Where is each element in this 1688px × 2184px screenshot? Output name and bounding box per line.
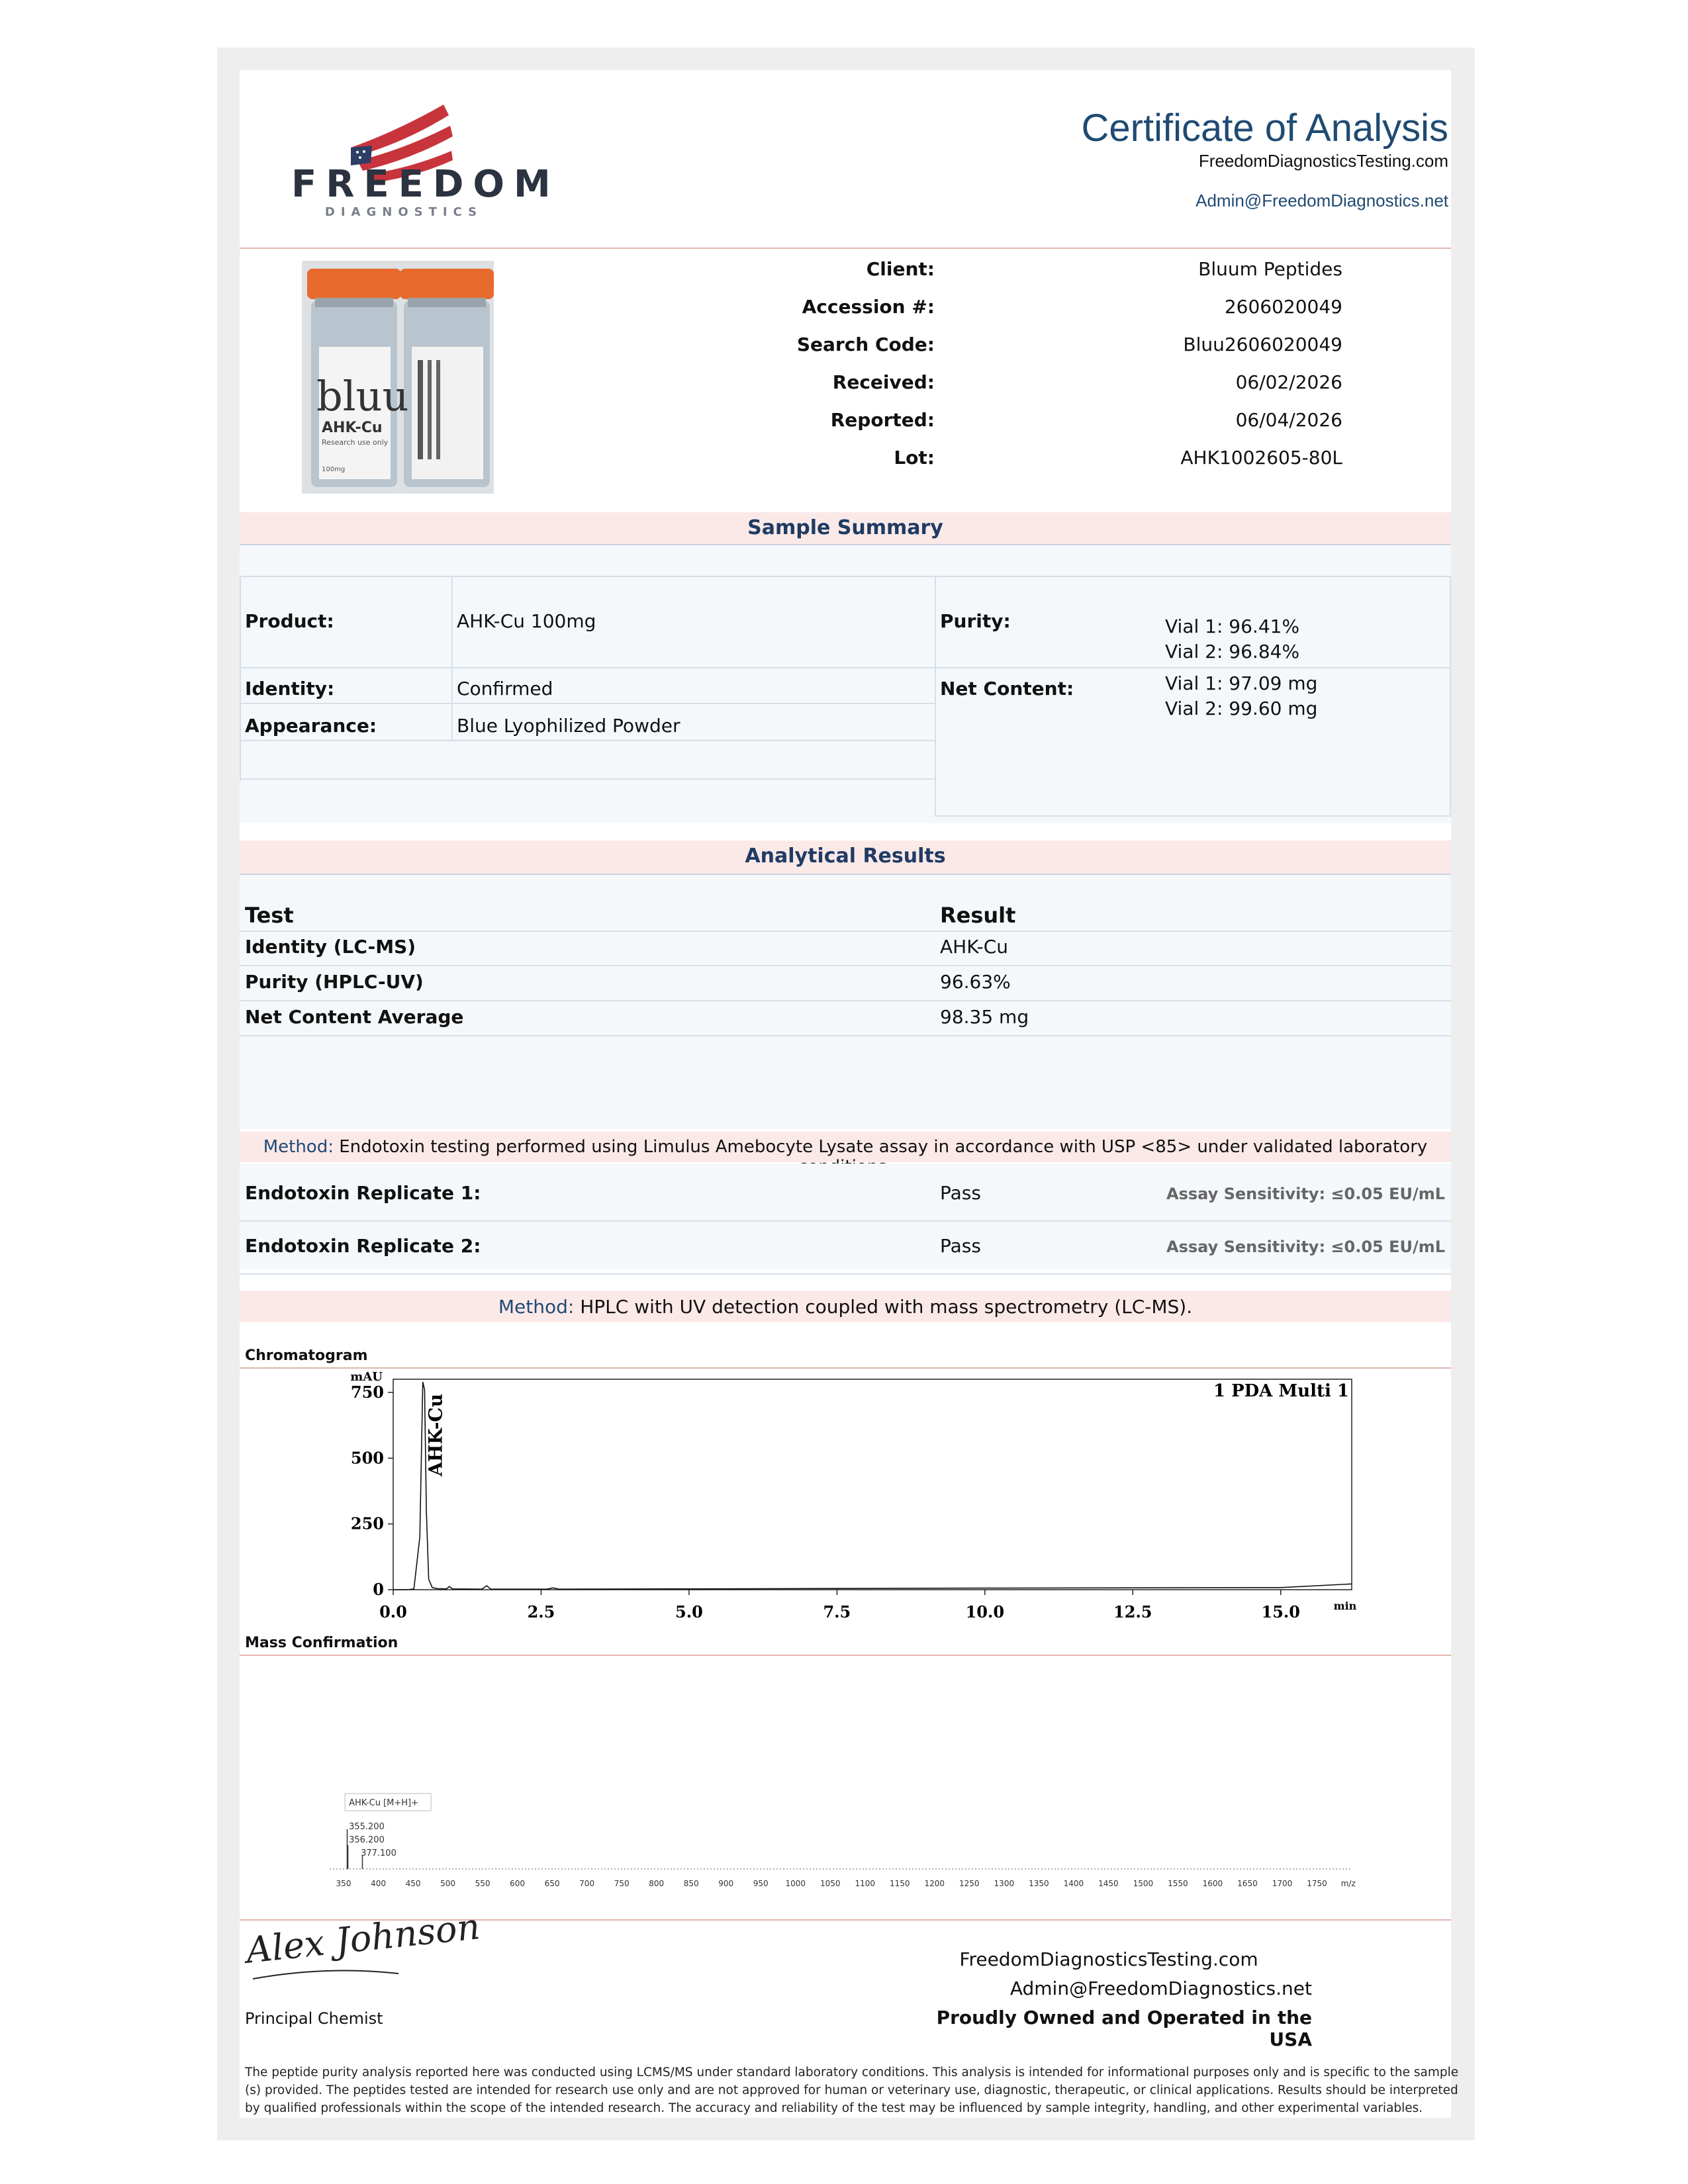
mass-tick-label: 1450 xyxy=(1098,1879,1119,1888)
info-label: Reported: xyxy=(830,409,935,431)
product-photo xyxy=(302,261,494,494)
signature: Alex Johnson xyxy=(244,1905,482,1972)
chromatogram-plot-frame xyxy=(393,1379,1352,1590)
vial-dose: 100mg xyxy=(322,466,346,473)
info-label: Received: xyxy=(832,371,935,393)
mass-peak-label: 356.200 xyxy=(349,1835,385,1845)
endotoxin-method-band xyxy=(240,1132,1451,1162)
hplc-method-band xyxy=(240,1291,1451,1322)
info-value: AHK1002605-80L xyxy=(1180,447,1342,469)
analytical-results-panel xyxy=(240,875,1451,1129)
info-label: Client: xyxy=(866,258,935,280)
endotoxin-result: Pass xyxy=(940,1235,981,1257)
x-tick-label: 12.5 xyxy=(1113,1602,1152,1621)
hplc-method xyxy=(240,1296,1451,1318)
info-value: 06/02/2026 xyxy=(1235,371,1342,393)
mass-title: Mass Confirmation xyxy=(245,1635,399,1651)
hplc-method-text: HPLC with UV detection coupled with mass spectrometry (LC-MS). xyxy=(580,1296,1193,1318)
hplc-method-label: Method: xyxy=(498,1296,575,1318)
x-axis-label: min xyxy=(1333,1600,1357,1612)
analytical-results-band xyxy=(240,841,1451,875)
company-logo xyxy=(285,85,560,224)
analytical-results-title: Analytical Results xyxy=(745,844,946,868)
footer-email[interactable]: Admin@FreedomDiagnostics.net xyxy=(1009,1978,1312,1999)
info-value: 06/04/2026 xyxy=(1235,409,1342,431)
mass-tick-label: 950 xyxy=(753,1879,769,1888)
logo-brand-text: FREEDOM xyxy=(291,163,560,206)
result-value: AHK-Cu xyxy=(940,936,1009,958)
mass-tick-label: m/z xyxy=(1340,1879,1356,1888)
y-axis-label: mAU xyxy=(350,1370,383,1384)
identity-label: Identity: xyxy=(245,678,335,700)
sample-summary-band xyxy=(240,512,1451,545)
header-email[interactable]: Admin@FreedomDiagnostics.net xyxy=(1196,191,1448,210)
chromatogram-trace xyxy=(393,1382,1352,1590)
footer-website[interactable]: FreedomDiagnosticsTesting.com xyxy=(959,1948,1258,1970)
x-tick-label: 5.0 xyxy=(675,1602,703,1621)
purity-vial1: Vial 1: 96.41% xyxy=(1165,615,1300,637)
header-website[interactable]: FreedomDiagnosticsTesting.com xyxy=(1198,151,1448,171)
chromatogram-title: Chromatogram xyxy=(245,1347,368,1364)
assay-sensitivity: Assay Sensitivity: ≤0.05 EU/mL xyxy=(1166,1185,1446,1203)
mass-tick-label: 350 xyxy=(336,1879,352,1888)
mass-tick-label: 800 xyxy=(649,1879,665,1888)
mass-peak-label: 355.200 xyxy=(349,1822,385,1832)
chart-legend: 1 PDA Multi 1 xyxy=(1213,1381,1349,1401)
mass-tick-label: 1150 xyxy=(890,1879,910,1888)
disclaimer-line-1: The peptide purity analysis reported here was conducted using LCMS/MS under standard laboratory conditions. This analysis is intended for informational purposes only and is specific to the sample xyxy=(245,2066,1459,2079)
col-test-header: Test xyxy=(245,903,294,928)
x-tick-label: 2.5 xyxy=(527,1602,555,1621)
info-label: Lot: xyxy=(894,447,935,469)
vial-brand: bluu xyxy=(316,372,409,420)
footer-tagline: Proudly Owned and Operated in the USA xyxy=(936,2007,1312,2050)
y-tick-label: 250 xyxy=(350,1514,384,1533)
endotoxin-method-text: Endotoxin testing performed using Limulus Amebocyte Lysate assay in accordance with USP <85> under validated laboratory xyxy=(339,1137,1428,1157)
identity-value: Confirmed xyxy=(457,678,553,700)
y-tick-label: 0 xyxy=(373,1580,384,1599)
sample-summary-title: Sample Summary xyxy=(747,516,943,539)
chromatogram-chart xyxy=(240,1370,1451,1621)
endotoxin-method-label: Method: xyxy=(263,1137,334,1157)
mass-tick-label: 1000 xyxy=(785,1879,806,1888)
appearance-value: Blue Lyophilized Powder xyxy=(457,715,680,737)
mass-tick-label: 500 xyxy=(440,1879,456,1888)
vial-product: AHK-Cu xyxy=(322,420,383,436)
net-vial1: Vial 1: 97.09 mg xyxy=(1165,672,1318,694)
mass-spectrum-chart xyxy=(240,1657,1451,1888)
mass-tick-label: 550 xyxy=(475,1879,491,1888)
mass-tick-label: 1250 xyxy=(959,1879,980,1888)
mass-tick-label: 1750 xyxy=(1307,1879,1327,1888)
y-tick-label: 500 xyxy=(350,1448,384,1468)
result-test: Identity (LC-MS) xyxy=(245,936,416,958)
mass-tick-label: 1400 xyxy=(1063,1879,1084,1888)
header-divider xyxy=(240,248,1451,249)
signature-flourish xyxy=(246,1959,405,1985)
mass-tick-label: 1100 xyxy=(855,1879,876,1888)
chromatogram-divider xyxy=(240,1367,1451,1369)
col-result-header: Result xyxy=(940,903,1016,928)
y-tick-label: 750 xyxy=(350,1382,384,1402)
mass-tick-label: 400 xyxy=(371,1879,386,1888)
mass-tick-label: 650 xyxy=(544,1879,560,1888)
mass-tick-label: 1650 xyxy=(1237,1879,1258,1888)
net-vial2: Vial 2: 99.60 mg xyxy=(1165,698,1318,719)
product-label: Product: xyxy=(245,610,334,632)
purity-vial2: Vial 2: 96.84% xyxy=(1165,641,1300,662)
mass-tick-label: 1200 xyxy=(924,1879,945,1888)
mass-tick-label: 1600 xyxy=(1202,1879,1223,1888)
result-value: 98.35 mg xyxy=(940,1006,1029,1028)
mass-annotation: AHK-Cu [M+H]+ xyxy=(349,1798,418,1808)
purity-label: Purity: xyxy=(940,610,1011,632)
x-tick-label: 0.0 xyxy=(379,1602,407,1621)
mass-tick-label: 450 xyxy=(405,1879,421,1888)
mass-tick-label: 1300 xyxy=(994,1879,1015,1888)
disclaimer-line-2: (s) provided. The peptides tested are intended for research use only and are not approved for human or veterinary use, diagnostic, therapeutic, or clinical applications. Results should be interpreted xyxy=(245,2083,1458,2097)
result-test: Purity (HPLC-UV) xyxy=(245,971,424,993)
mass-tick-label: 1050 xyxy=(820,1879,841,1888)
x-tick-label: 15.0 xyxy=(1261,1602,1300,1621)
mass-tick-label: 1350 xyxy=(1029,1879,1049,1888)
result-value: 96.63% xyxy=(940,971,1011,993)
endotoxin-label: Endotoxin Replicate 1: xyxy=(245,1182,481,1204)
mass-tick-label: 1550 xyxy=(1168,1879,1188,1888)
mass-tick-label: 850 xyxy=(683,1879,699,1888)
disclaimer-line-3: by qualified professionals within the scope of the intended research. The accuracy and reliability of the test may be influenced by sample integrity, handling, and other experimental variables. xyxy=(245,2101,1423,2115)
assay-sensitivity: Assay Sensitivity: ≤0.05 EU/mL xyxy=(1166,1238,1446,1256)
disclaimer xyxy=(245,2064,1459,2117)
signer-role: Principal Chemist xyxy=(245,2009,383,2028)
x-tick-label: 10.0 xyxy=(965,1602,1005,1621)
mass-peak-label: 377.100 xyxy=(361,1848,397,1858)
info-label: Search Code: xyxy=(796,334,935,355)
appearance-label: Appearance: xyxy=(245,715,377,737)
mass-tick-label: 1700 xyxy=(1272,1879,1293,1888)
mass-divider xyxy=(240,1655,1451,1656)
mass-tick-label: 1500 xyxy=(1133,1879,1154,1888)
product-value: AHK-Cu 100mg xyxy=(457,610,596,632)
net-content-label: Net Content: xyxy=(940,678,1074,700)
endotoxin-result: Pass xyxy=(940,1182,981,1204)
mass-tick-label: 750 xyxy=(614,1879,630,1888)
x-tick-label: 7.5 xyxy=(823,1602,851,1621)
mass-tick-label: 600 xyxy=(510,1879,526,1888)
info-value: 2606020049 xyxy=(1224,296,1342,318)
peak-label: AHK-Cu xyxy=(424,1393,447,1477)
info-value: Bluu2606020049 xyxy=(1183,334,1342,355)
mass-tick-label: 900 xyxy=(718,1879,734,1888)
info-label: Accession #: xyxy=(802,296,935,318)
mass-tick-label: 700 xyxy=(579,1879,595,1888)
info-value: Bluum Peptides xyxy=(1198,258,1342,280)
endotoxin-label: Endotoxin Replicate 2: xyxy=(245,1235,481,1257)
logo-sub-text: DIAGNOSTICS xyxy=(324,205,483,219)
result-test: Net Content Average xyxy=(245,1006,464,1028)
certificate-title: Certificate of Analysis xyxy=(1081,107,1448,150)
vial-note: Research use only xyxy=(322,438,389,447)
